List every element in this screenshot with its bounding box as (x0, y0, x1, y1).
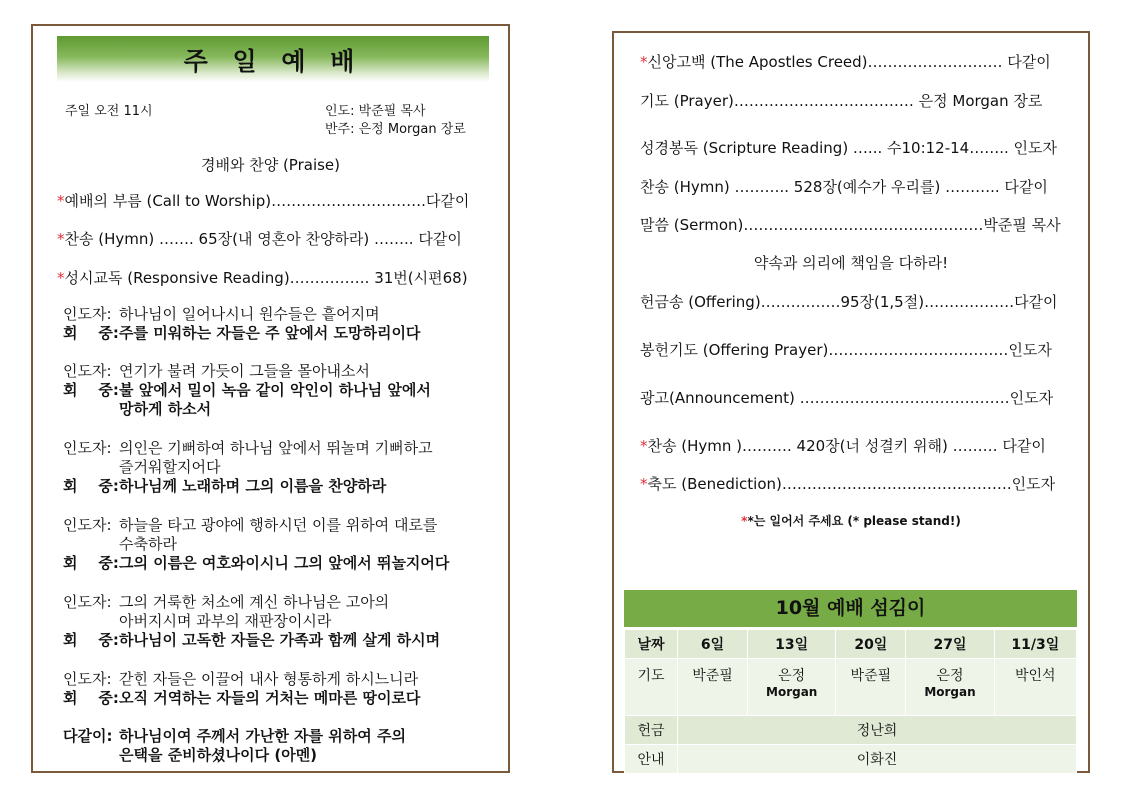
order-item-text: 기도 (Prayer)……………………………… 은정 Morgan 장로 (640, 92, 1043, 110)
leader-label: 인도자: (63, 305, 112, 323)
order-item (640, 435, 1046, 456)
leader-line: 그의 거룩한 처소에 계신 하나님은 고아의 (119, 593, 390, 611)
order-item-text: 예배의 부름 (Call to Worship)………………………….다같이 (64, 192, 470, 210)
prayer-cell (678, 659, 748, 716)
people-line: 망하게 하소서 (119, 400, 212, 418)
together-label: 다같이: (63, 727, 113, 745)
together-line: 하나님이여 주께서 가난한 자를 위하여 주의 (119, 727, 406, 745)
stand-marker: * (640, 437, 648, 455)
prayer-label: 기도 (625, 659, 678, 716)
people-label: 회 중: (63, 689, 119, 707)
order-item-text: 성시교독 (Responsive Reading)……………. 31번(시편68) (64, 269, 468, 287)
leader-line: 연기가 불려 가듯이 그들을 몰아내소서 (119, 362, 370, 380)
sermon-theme: 약속과 의리에 책임을 다하라! (753, 254, 949, 272)
date-cell: 6일 (678, 630, 748, 659)
date-cell: 13일 (748, 630, 836, 659)
people-line: 하나님이 고독한 자들은 가족과 함께 살게 하시며 (119, 631, 441, 649)
service-title: 주 일 예 배 (183, 47, 363, 76)
order-item (640, 176, 1048, 197)
prayer-cell (906, 659, 994, 716)
order-item (640, 137, 1057, 158)
stand-note: **는 일어서 주세요 (* please stand!) (741, 514, 961, 528)
order-item (57, 190, 469, 211)
responsive-block (63, 305, 420, 343)
leader-info: 인도: 박준필 목사 (325, 104, 426, 119)
order-item-text: 신앙고백 (The Apostles Creed)……………………… 다같이 (647, 53, 1051, 71)
responsive-block (63, 516, 449, 573)
people-line: 그의 이름은 여호와이시니 그의 앞에서 뛰놀지어다 (119, 554, 450, 572)
prayer-cell (748, 659, 836, 716)
order-item (640, 291, 1058, 312)
prayer-name: 은정 (778, 668, 806, 684)
leader-label: 인도자: (63, 516, 112, 534)
people-label: 회 중: (63, 324, 119, 342)
date-cell: 11/3일 (994, 630, 1076, 659)
stand-marker: * (640, 53, 648, 71)
right-page (612, 31, 1090, 773)
order-item (640, 214, 1061, 235)
responsive-block (63, 593, 440, 650)
order-item-text: 광고(Announcement) ……………………………………인도자 (640, 389, 1054, 407)
order-item-text: 찬송 (Hymn) ……….. 528장(예수가 우리를) ……….. 다같이 (640, 178, 1048, 196)
stand-note-text: *는 일어서 주세요 (* please stand!) (747, 514, 961, 528)
praise-heading: 경배와 찬양 (Praise) (200, 156, 341, 174)
prayer-name: 박준필 (692, 668, 733, 684)
prayer-name: 은정 (936, 668, 964, 684)
people-label: 회 중: (63, 477, 119, 495)
order-item (640, 339, 1052, 360)
order-item-text: 성경봉독 (Scripture Reading) …... 수10:12-14…….. 인도자 (640, 139, 1057, 157)
people-label: 회 중: (63, 554, 119, 572)
leader-label: 인도자: (63, 362, 112, 380)
responsive-block (63, 670, 420, 708)
people-label: 회 중: (63, 631, 119, 649)
prayer-sub: Morgan (924, 685, 976, 699)
leader-line: 즐거워할지어다 (119, 458, 221, 476)
table-row (625, 716, 1077, 745)
order-item (640, 473, 1055, 494)
people-line: 주를 미워하는 자들은 주 앞에서 도망하리이다 (119, 324, 421, 342)
table-row (625, 745, 1077, 774)
responsive-block (63, 362, 431, 419)
order-item-text: 말씀 (Sermon)…………………………………………박준필 목사 (640, 216, 1061, 234)
leader-line: 수축하라 (119, 535, 177, 553)
date-cell: 20일 (836, 630, 906, 659)
prayer-name: 박준필 (850, 668, 892, 684)
people-line: 불 앞에서 밀이 녹음 같이 악인이 하나님 앞에서 (119, 381, 431, 399)
leader-line: 하늘을 타고 광야에 행하시던 이를 위하여 대로를 (119, 516, 438, 534)
stand-marker: * (57, 269, 65, 287)
stand-marker: * (57, 230, 65, 248)
people-label: 회 중: (63, 381, 119, 399)
responsive-block (63, 439, 433, 496)
offering-cell: 정난희 (678, 716, 1077, 745)
stand-marker: * (57, 192, 65, 210)
usher-label: 안내 (625, 745, 678, 774)
order-item-text: 봉헌기도 (Offering Prayer)………………………………인도자 (640, 341, 1052, 359)
prayer-sub: Morgan (766, 685, 818, 699)
table-row (625, 630, 1077, 659)
order-item (640, 51, 1051, 72)
left-page (31, 24, 510, 773)
order-item (57, 267, 468, 288)
order-item-text: 찬송 (Hymn )………. 420장(너 성결키 위해) ……… 다같이 (647, 437, 1046, 455)
service-time: 주일 오전 11시 (65, 104, 153, 119)
title-banner (57, 36, 489, 82)
together-line: 은택을 준비하셨나이다 (아멘) (119, 746, 318, 764)
order-item (640, 90, 1042, 111)
prayer-cell (994, 659, 1076, 716)
table-row (625, 659, 1077, 716)
date-label: 날짜 (625, 630, 678, 659)
order-item-text: 찬송 (Hymn) ……. 65장(내 영혼아 찬양하라) …….. 다같이 (64, 230, 462, 248)
servers-table-title: 10월 예배 섬김이 (624, 590, 1077, 627)
leader-label: 인도자: (63, 439, 112, 457)
leader-label: 인도자: (63, 670, 112, 688)
leader-line: 의인은 기뻐하여 하나님 앞에서 뛰놀며 기뻐하고 (119, 439, 433, 457)
prayer-name: 박인석 (1015, 668, 1056, 684)
order-item-text: 헌금송 (Offering)……….……95장(1,5절)………………다같이 (640, 293, 1058, 311)
accompanist-info: 반주: 은정 Morgan 장로 (325, 122, 466, 137)
people-line: 하나님께 노래하며 그의 이름을 찬양하라 (119, 477, 387, 495)
date-cell: 27일 (906, 630, 994, 659)
prayer-cell (836, 659, 906, 716)
people-line: 오직 거역하는 자들의 거처는 메마른 땅이로다 (119, 689, 421, 707)
usher-cell: 이화진 (678, 745, 1077, 774)
leader-line: 하나님이 일어나시니 원수들은 흩어지며 (119, 305, 380, 323)
stand-marker: * (640, 475, 648, 493)
leader-label: 인도자: (63, 593, 112, 611)
servers-table (624, 629, 1077, 774)
order-item-text: 축도 (Benediction)……………………………………….인도자 (647, 475, 1056, 493)
offering-label: 헌금 (625, 716, 678, 745)
order-item (640, 387, 1053, 408)
leader-line: 아버지시며 과부의 재판장이시라 (119, 612, 332, 630)
order-item (57, 228, 462, 249)
leader-line: 갇힌 자들은 이끌어 내사 형통하게 하시느니라 (119, 670, 419, 688)
together-block (63, 727, 406, 765)
